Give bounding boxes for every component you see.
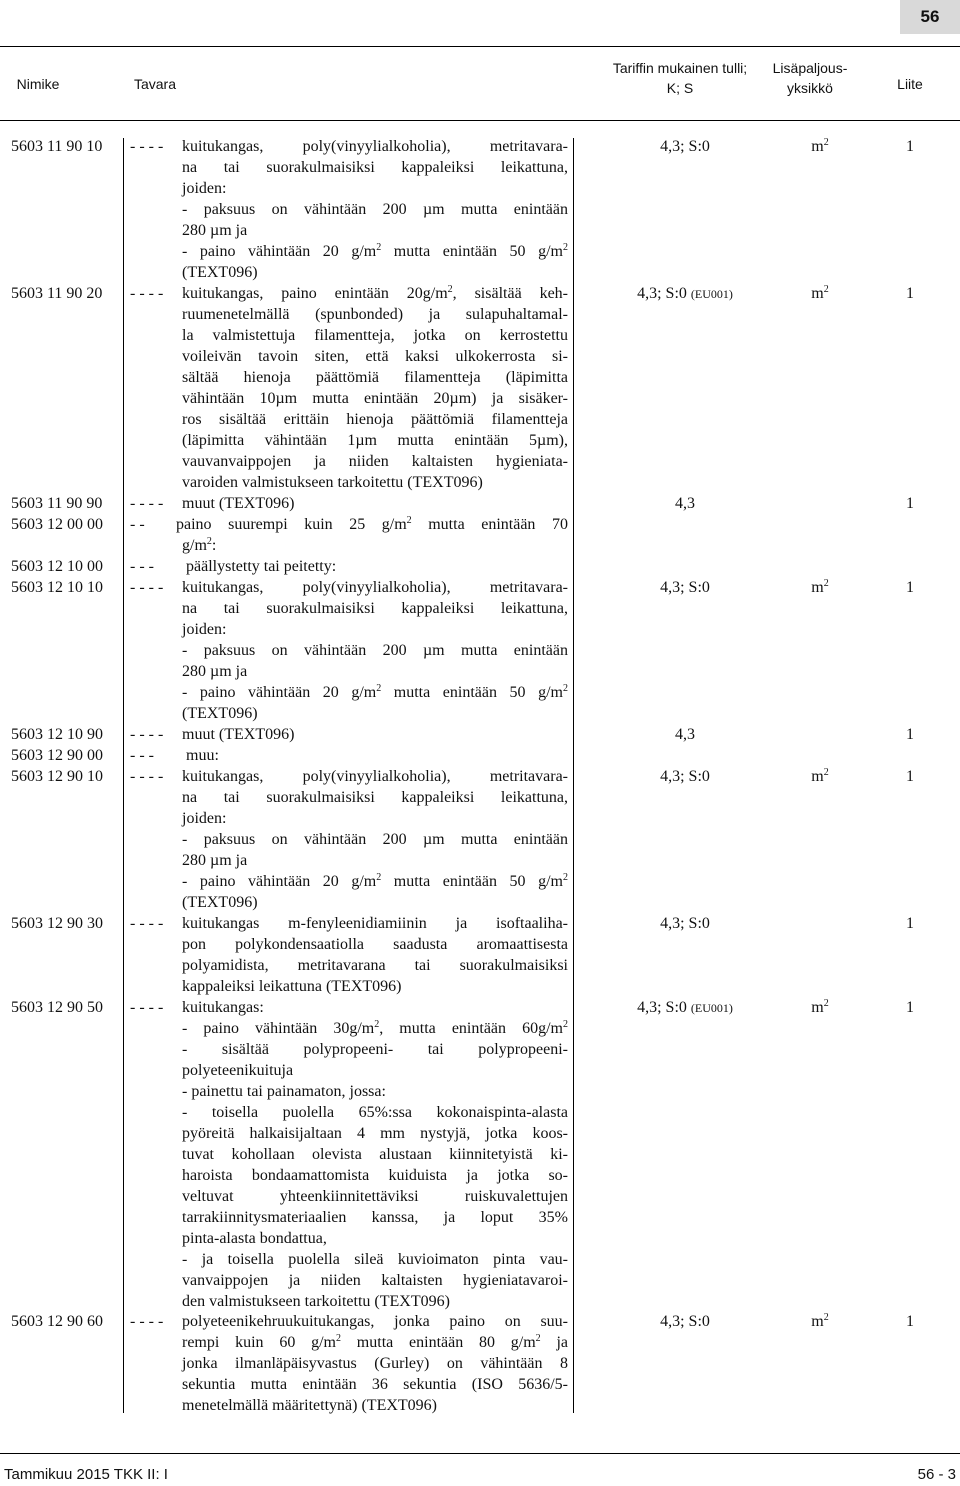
header-duty: Tariffin mukainen tulli; K; S bbox=[612, 60, 748, 96]
description-line: (TEXT096) bbox=[182, 894, 258, 911]
header-unit: Lisäpaljous- yksikkö bbox=[772, 60, 848, 96]
description-line: den valmistukseen tarkoitettu (TEXT096) bbox=[182, 1293, 450, 1310]
indent-dashes: - - - - bbox=[130, 138, 164, 155]
description-line: 280 µm ja bbox=[182, 663, 248, 680]
tariff-code: 5603 11 90 20 bbox=[11, 285, 103, 302]
description-line: na tai suorakulmaisiksi kappaleiksi leikattuna, bbox=[182, 600, 568, 617]
tariff-code: 5603 12 00 00 bbox=[11, 516, 103, 533]
description-line: polyeteenikuituja bbox=[182, 1062, 294, 1079]
description-line: kuitukangas: bbox=[182, 999, 264, 1016]
duty-rate: 4,3 bbox=[675, 726, 695, 743]
header-rule-top bbox=[0, 46, 960, 47]
supplementary-unit: $m^2$ bbox=[811, 578, 829, 596]
description-line: (TEXT096) bbox=[182, 264, 258, 281]
goods-description bbox=[130, 136, 568, 283]
duty-rate: 4,3 bbox=[675, 495, 695, 512]
indent-dashes: - - - - bbox=[130, 726, 164, 743]
supplementary-unit: $m^2$ bbox=[811, 1312, 829, 1330]
description-line: paino suurempi kuin 25 $g/m^2$ mutta enintään 70 bbox=[176, 515, 568, 533]
indent-dashes: - - - bbox=[130, 558, 154, 575]
duty-rate: 4,3; S:0 bbox=[660, 915, 710, 932]
description-line: jonka ilmanläpäisyvastus (Gurley) on vähintään 8 bbox=[182, 1355, 568, 1372]
description-line: - sisältää polypropeeni- tai polypropeeni- bbox=[182, 1041, 568, 1058]
description-line: vähintään 10µm mutta enintään 20µm) ja sisäker- bbox=[182, 390, 568, 407]
footer-right: 56 - 3 bbox=[917, 1466, 956, 1483]
description-line: kappaleiksi leikattuna (TEXT096) bbox=[182, 978, 402, 995]
tariff-code: 5603 12 90 10 bbox=[11, 768, 103, 785]
supplementary-unit: $m^2$ bbox=[811, 137, 829, 155]
header-rule-bottom bbox=[0, 120, 960, 121]
footer-rule bbox=[0, 1453, 960, 1454]
description-line: tuvat kohollaan olevista alustaan kiinnitetyistä ki- bbox=[182, 1146, 568, 1163]
indent-dashes: - - - - bbox=[130, 1313, 164, 1330]
indent-dashes: - - - - bbox=[130, 579, 164, 596]
annex-ref: 1 bbox=[906, 285, 914, 302]
tariff-code: 5603 12 10 00 bbox=[11, 558, 103, 575]
goods-description bbox=[130, 724, 568, 745]
tariff-code: 5603 12 10 90 bbox=[11, 726, 103, 743]
description-line: joiden: bbox=[182, 810, 227, 827]
duty-rate: 4,3; S:0 bbox=[660, 768, 710, 785]
description-line: 280 µm ja bbox=[182, 852, 248, 869]
description-line: polyeteenikehruukuitukangas, jonka paino on suu- bbox=[182, 1313, 568, 1330]
description-line: - paksuus on vähintään 200 µm mutta enintään bbox=[182, 642, 568, 659]
tariff-code: 5603 12 90 50 bbox=[11, 999, 103, 1016]
description-line: pyöreitä halkaisijaltaan 4 mm nystyjä, jotka koos- bbox=[182, 1125, 568, 1142]
supplementary-unit: $m^2$ bbox=[811, 998, 829, 1016]
goods-description bbox=[130, 283, 568, 493]
annex-ref: 1 bbox=[906, 726, 914, 743]
indent-dashes: - - - - bbox=[130, 768, 164, 785]
tariff-code: 5603 12 90 60 bbox=[11, 1313, 103, 1330]
supplementary-unit: $m^2$ bbox=[811, 284, 829, 302]
duty-note: (EU001) bbox=[690, 1001, 733, 1015]
description-line: - paino vähintään 20 $g/m^2$ mutta enintään 50 $g/m^2$ bbox=[182, 683, 568, 701]
indent-dashes: - - - bbox=[130, 747, 154, 764]
description-line: muut (TEXT096) bbox=[182, 495, 295, 512]
tariff-code: 5603 11 90 10 bbox=[11, 138, 103, 155]
description-line: vanvaippojen ja niiden kaltaisten hygieniatavaroi- bbox=[182, 1272, 568, 1289]
footer-left: Tammikuu 2015 TKK II: I bbox=[4, 1466, 168, 1483]
description-line: $g/m^2$: bbox=[182, 536, 217, 554]
tariff-code: 5603 12 90 30 bbox=[11, 915, 103, 932]
description-line: - paino vähintään 20 $g/m^2$ mutta enintään 50 $g/m^2$ bbox=[182, 242, 568, 260]
duty-rate: 4,3; S:0 bbox=[660, 579, 710, 596]
description-line: muut (TEXT096) bbox=[182, 726, 295, 743]
page-number: 56 bbox=[900, 0, 960, 34]
indent-dashes: - - - - bbox=[130, 915, 164, 932]
description-line: haroista bondaamattomista kuiduista ja jotka so- bbox=[182, 1167, 568, 1184]
duty-rate: 4,3; S:0 (EU001) bbox=[637, 285, 733, 302]
description-line: - painettu tai painamaton, jossa: bbox=[182, 1083, 386, 1100]
description-line: - paksuus on vähintään 200 µm mutta enintään bbox=[182, 831, 568, 848]
indent-dashes: - - - - bbox=[130, 285, 164, 302]
description-line: tarrakiinnitysmateriaalien kanssa, ja loput 35% bbox=[182, 1209, 568, 1226]
tariff-code: 5603 11 90 90 bbox=[11, 495, 103, 512]
goods-description bbox=[130, 577, 568, 724]
goods-description bbox=[130, 556, 568, 577]
description-line: kuitukangas m-fenyleenidiamiinin ja isoftaaliha- bbox=[182, 915, 568, 932]
description-line: muu: bbox=[186, 747, 219, 764]
supplementary-unit: $m^2$ bbox=[811, 767, 829, 785]
annex-ref: 1 bbox=[906, 768, 914, 785]
annex-ref: 1 bbox=[906, 579, 914, 596]
goods-description bbox=[130, 493, 568, 514]
description-line: päällystetty tai peitetty: bbox=[186, 558, 337, 575]
tariff-code: 5603 12 10 10 bbox=[11, 579, 103, 596]
duty-rate: 4,3; S:0 bbox=[660, 1313, 710, 1330]
indent-dashes: - - - - bbox=[130, 495, 164, 512]
description-line: rempi kuin 60 $g/m^2$ mutta enintään 80 $g/m^2$ ja bbox=[182, 1333, 569, 1351]
description-line: (TEXT096) bbox=[182, 705, 258, 722]
tariff-code: 5603 12 90 00 bbox=[11, 747, 103, 764]
description-line: kuitukangas, poly(vinyylialkoholia), metritavara- bbox=[182, 768, 568, 785]
description-line: - paino vähintään $30g/m^2$, mutta enintään $60g/m^2$ bbox=[182, 1019, 568, 1037]
goods-description bbox=[130, 745, 568, 766]
goods-description bbox=[130, 913, 568, 997]
duty-note: (EU001) bbox=[690, 287, 733, 301]
annex-ref: 1 bbox=[906, 915, 914, 932]
goods-description bbox=[130, 1311, 568, 1416]
description-line: la valmistettuja filamentteja, jotka on kerrostettu bbox=[182, 327, 568, 344]
description-line: veltuvat yhteenkiinnitettäviksi ruiskuvalettujen bbox=[182, 1188, 568, 1205]
description-line: 280 µm ja bbox=[182, 222, 248, 239]
duty-rate: 4,3; S:0 (EU001) bbox=[637, 999, 733, 1016]
description-line: (läpimitta vähintään 1µm mutta enintään 5µm), bbox=[182, 432, 568, 449]
indent-dashes: - - bbox=[130, 516, 145, 533]
description-line: pinta-alasta bondattua, bbox=[182, 1230, 327, 1247]
column-divider-right bbox=[573, 138, 574, 1413]
description-line: kuitukangas, poly(vinyylialkoholia), metritavara- bbox=[182, 138, 568, 155]
annex-ref: 1 bbox=[906, 1313, 914, 1330]
description-line: varoiden valmistukseen tarkoitettu (TEXT096) bbox=[182, 474, 483, 491]
goods-description bbox=[130, 766, 568, 913]
annex-ref: 1 bbox=[906, 999, 914, 1016]
description-line: kuitukangas, paino enintään $20g/m^2$, sisältää keh- bbox=[182, 284, 569, 302]
annex-ref: 1 bbox=[906, 138, 914, 155]
header-desc: Tavara bbox=[133, 76, 177, 92]
description-line: vauvanvaippojen ja niiden kaltaisten hygieniata- bbox=[182, 453, 568, 470]
duty-rate: 4,3; S:0 bbox=[660, 138, 710, 155]
description-line: joiden: bbox=[182, 621, 227, 638]
description-line: na tai suorakulmaisiksi kappaleiksi leikattuna, bbox=[182, 789, 568, 806]
annex-ref: 1 bbox=[906, 495, 914, 512]
description-line: sältää hienoja päättömiä filamentteja (läpimitta bbox=[182, 369, 568, 386]
description-line: pon polykondensaatiolla saadusta aromaattisesta bbox=[182, 936, 568, 953]
description-line: menetelmällä määritettynä) (TEXT096) bbox=[182, 1397, 437, 1414]
description-line: - paino vähintään 20 $g/m^2$ mutta enintään 50 $g/m^2$ bbox=[182, 872, 568, 890]
header-code: Nimike bbox=[16, 76, 60, 92]
goods-description bbox=[130, 997, 568, 1312]
column-divider-left bbox=[123, 138, 124, 1413]
description-line: ros sisältää erittäin hienoja päättömiä filamentteja bbox=[182, 411, 568, 428]
description-line: - toisella puolella 65%:ssa kokonaispinta-alasta bbox=[182, 1104, 568, 1121]
description-line: ruumenetelmällä (spunbonded) ja sulapuhaltamal- bbox=[182, 306, 568, 323]
description-line: sekuntia mutta enintään 36 sekuntia (ISO 5636/5- bbox=[182, 1376, 568, 1393]
description-line: - paksuus on vähintään 200 µm mutta enintään bbox=[182, 201, 568, 218]
description-line: voileivän tavoin siten, että kaksi ulkokerrosta si- bbox=[182, 348, 568, 365]
goods-description bbox=[130, 514, 568, 556]
description-line: - ja toisella puolella sileä kuvioimaton pinta vau- bbox=[182, 1251, 568, 1268]
description-line: joiden: bbox=[182, 180, 227, 197]
description-line: kuitukangas, poly(vinyylialkoholia), metritavara- bbox=[182, 579, 568, 596]
header-annex: Liite bbox=[897, 76, 923, 92]
indent-dashes: - - - - bbox=[130, 999, 164, 1016]
description-line: na tai suorakulmaisiksi kappaleiksi leikattuna, bbox=[182, 159, 568, 176]
description-line: polyamidista, metritavarana tai suorakulmaisiksi bbox=[182, 957, 568, 974]
